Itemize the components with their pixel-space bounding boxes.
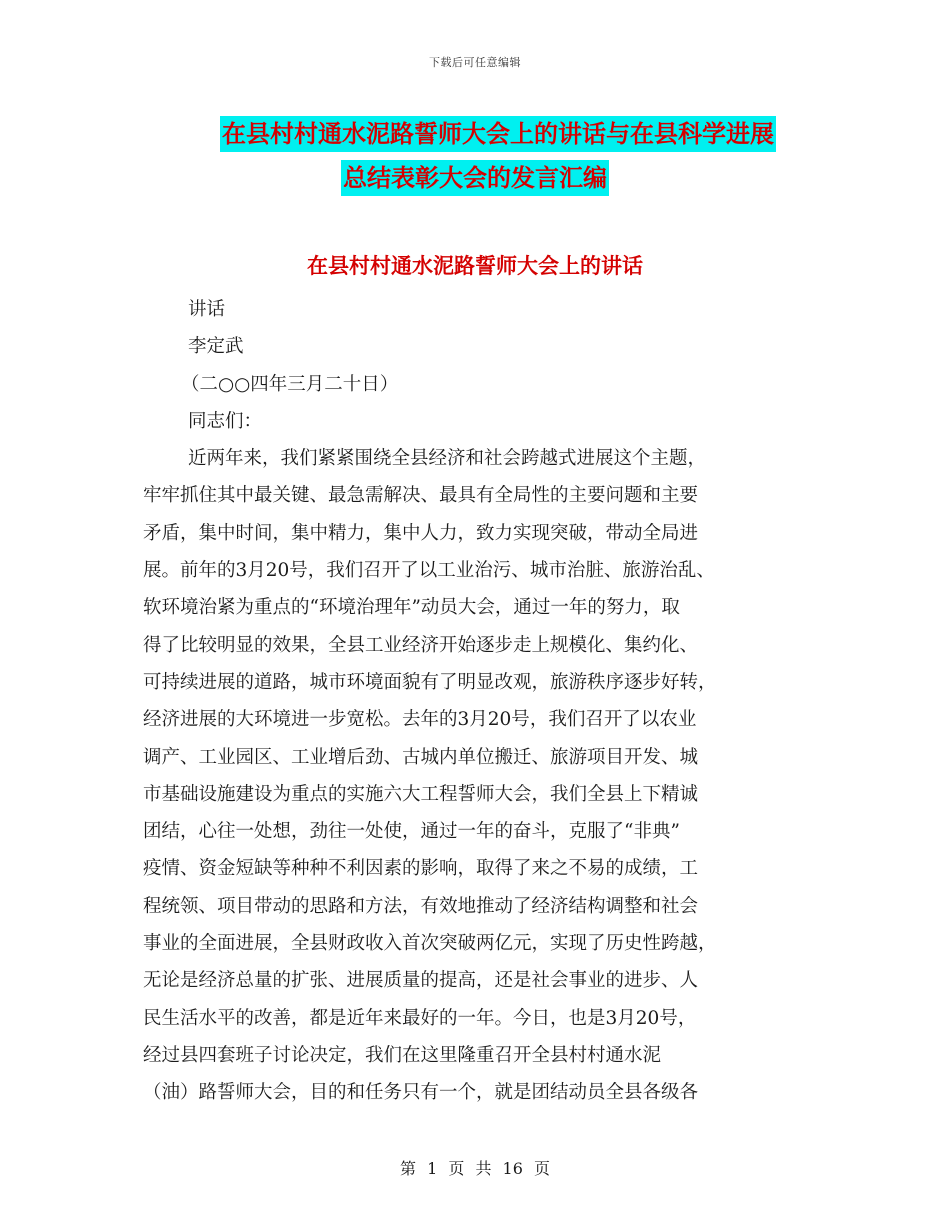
speech-body	[143, 291, 815, 1112]
document-title-line-2	[0, 158, 950, 193]
document-title-line-1	[0, 114, 950, 149]
paragraph-line: 疫情、资金短缺等种种不利因素的影响，取得了来之不易的成绩，工	[143, 858, 699, 880]
paragraph-line: 经过县四套班子讨论决定，我们在这里隆重召开全县村村通水泥	[143, 1044, 662, 1066]
paragraph-line: （油）路誓师大会，目的和任务只有一个，就是团结动员全县各级各	[143, 1082, 699, 1104]
greeting: 同志们：	[188, 410, 263, 432]
paragraph-line: 民生活水平的改善，都是近年来最好的一年。今日，也是3月20号，	[143, 1007, 697, 1029]
paragraph-line: 事业的全面进展，全县财政收入首次突破两亿元，实现了历史性跨越，	[143, 933, 717, 955]
page-number-footer: 第 1 页 共 16 页	[400, 1159, 550, 1178]
page-header-note: 下载后可任意编辑	[429, 56, 521, 69]
paragraph-line: 展。前年的3月20号，我们召开了以工业治污、城市治脏、旅游治乱、	[143, 560, 715, 582]
paragraph-line: 调产、工业园区、工业增后劲、古城内单位搬迁、旅游项目开发、城	[143, 746, 699, 768]
document-title-line-1-text: 在县村村通水泥路誓师大会上的讲话与在县科学进展	[220, 116, 776, 152]
speech-label: 讲话	[188, 299, 226, 320]
paragraph-line: 矛盾，集中时间，集中精力，集中人力，致力实现突破，带动全局进	[143, 522, 699, 544]
paragraph-line: 经济进展的大环境进一步宽松。去年的3月20号，我们召开了以农业	[143, 709, 697, 731]
paragraph-line: 程统领、项目带动的思路和方法，有效地推动了经济结构调整和社会	[143, 895, 699, 917]
speech-date: （二○○四年三月二十日）	[181, 373, 399, 395]
paragraph-line: 市基础设施建设为重点的实施六大工程誓师大会，我们全县上下精诚	[143, 783, 699, 805]
paragraph-line: 牢牢抓住其中最关键、最急需解决、最具有全局性的主要问题和主要	[143, 485, 699, 507]
speaker-name: 李定武	[188, 336, 244, 358]
paragraph-line: 可持续进展的道路，城市环境面貌有了明显改观，旅游秩序逐步好转，	[143, 671, 717, 693]
section-title: 在县村村通水泥路誓师大会上的讲话	[307, 254, 643, 278]
document-title-line-2-text: 总结表彰大会的发言汇编	[341, 160, 609, 196]
paragraph-line: 软环境治紧为重点的“环境治理年”动员大会，通过一年的努力，取	[143, 597, 680, 619]
paragraph-line: 团结，心往一处想，劲往一处使，通过一年的奋斗，克服了“非典”	[143, 821, 680, 843]
paragraph-line: 近两年来，我们紧紧围绕全县经济和社会跨越式进展这个主题，	[188, 448, 707, 470]
paragraph-line: 无论是经济总量的扩张、进展质量的提高，还是社会事业的进步、人	[143, 970, 699, 992]
paragraph-line: 得了比较明显的效果，全县工业经济开始逐步走上规模化、集约化、	[143, 634, 699, 656]
